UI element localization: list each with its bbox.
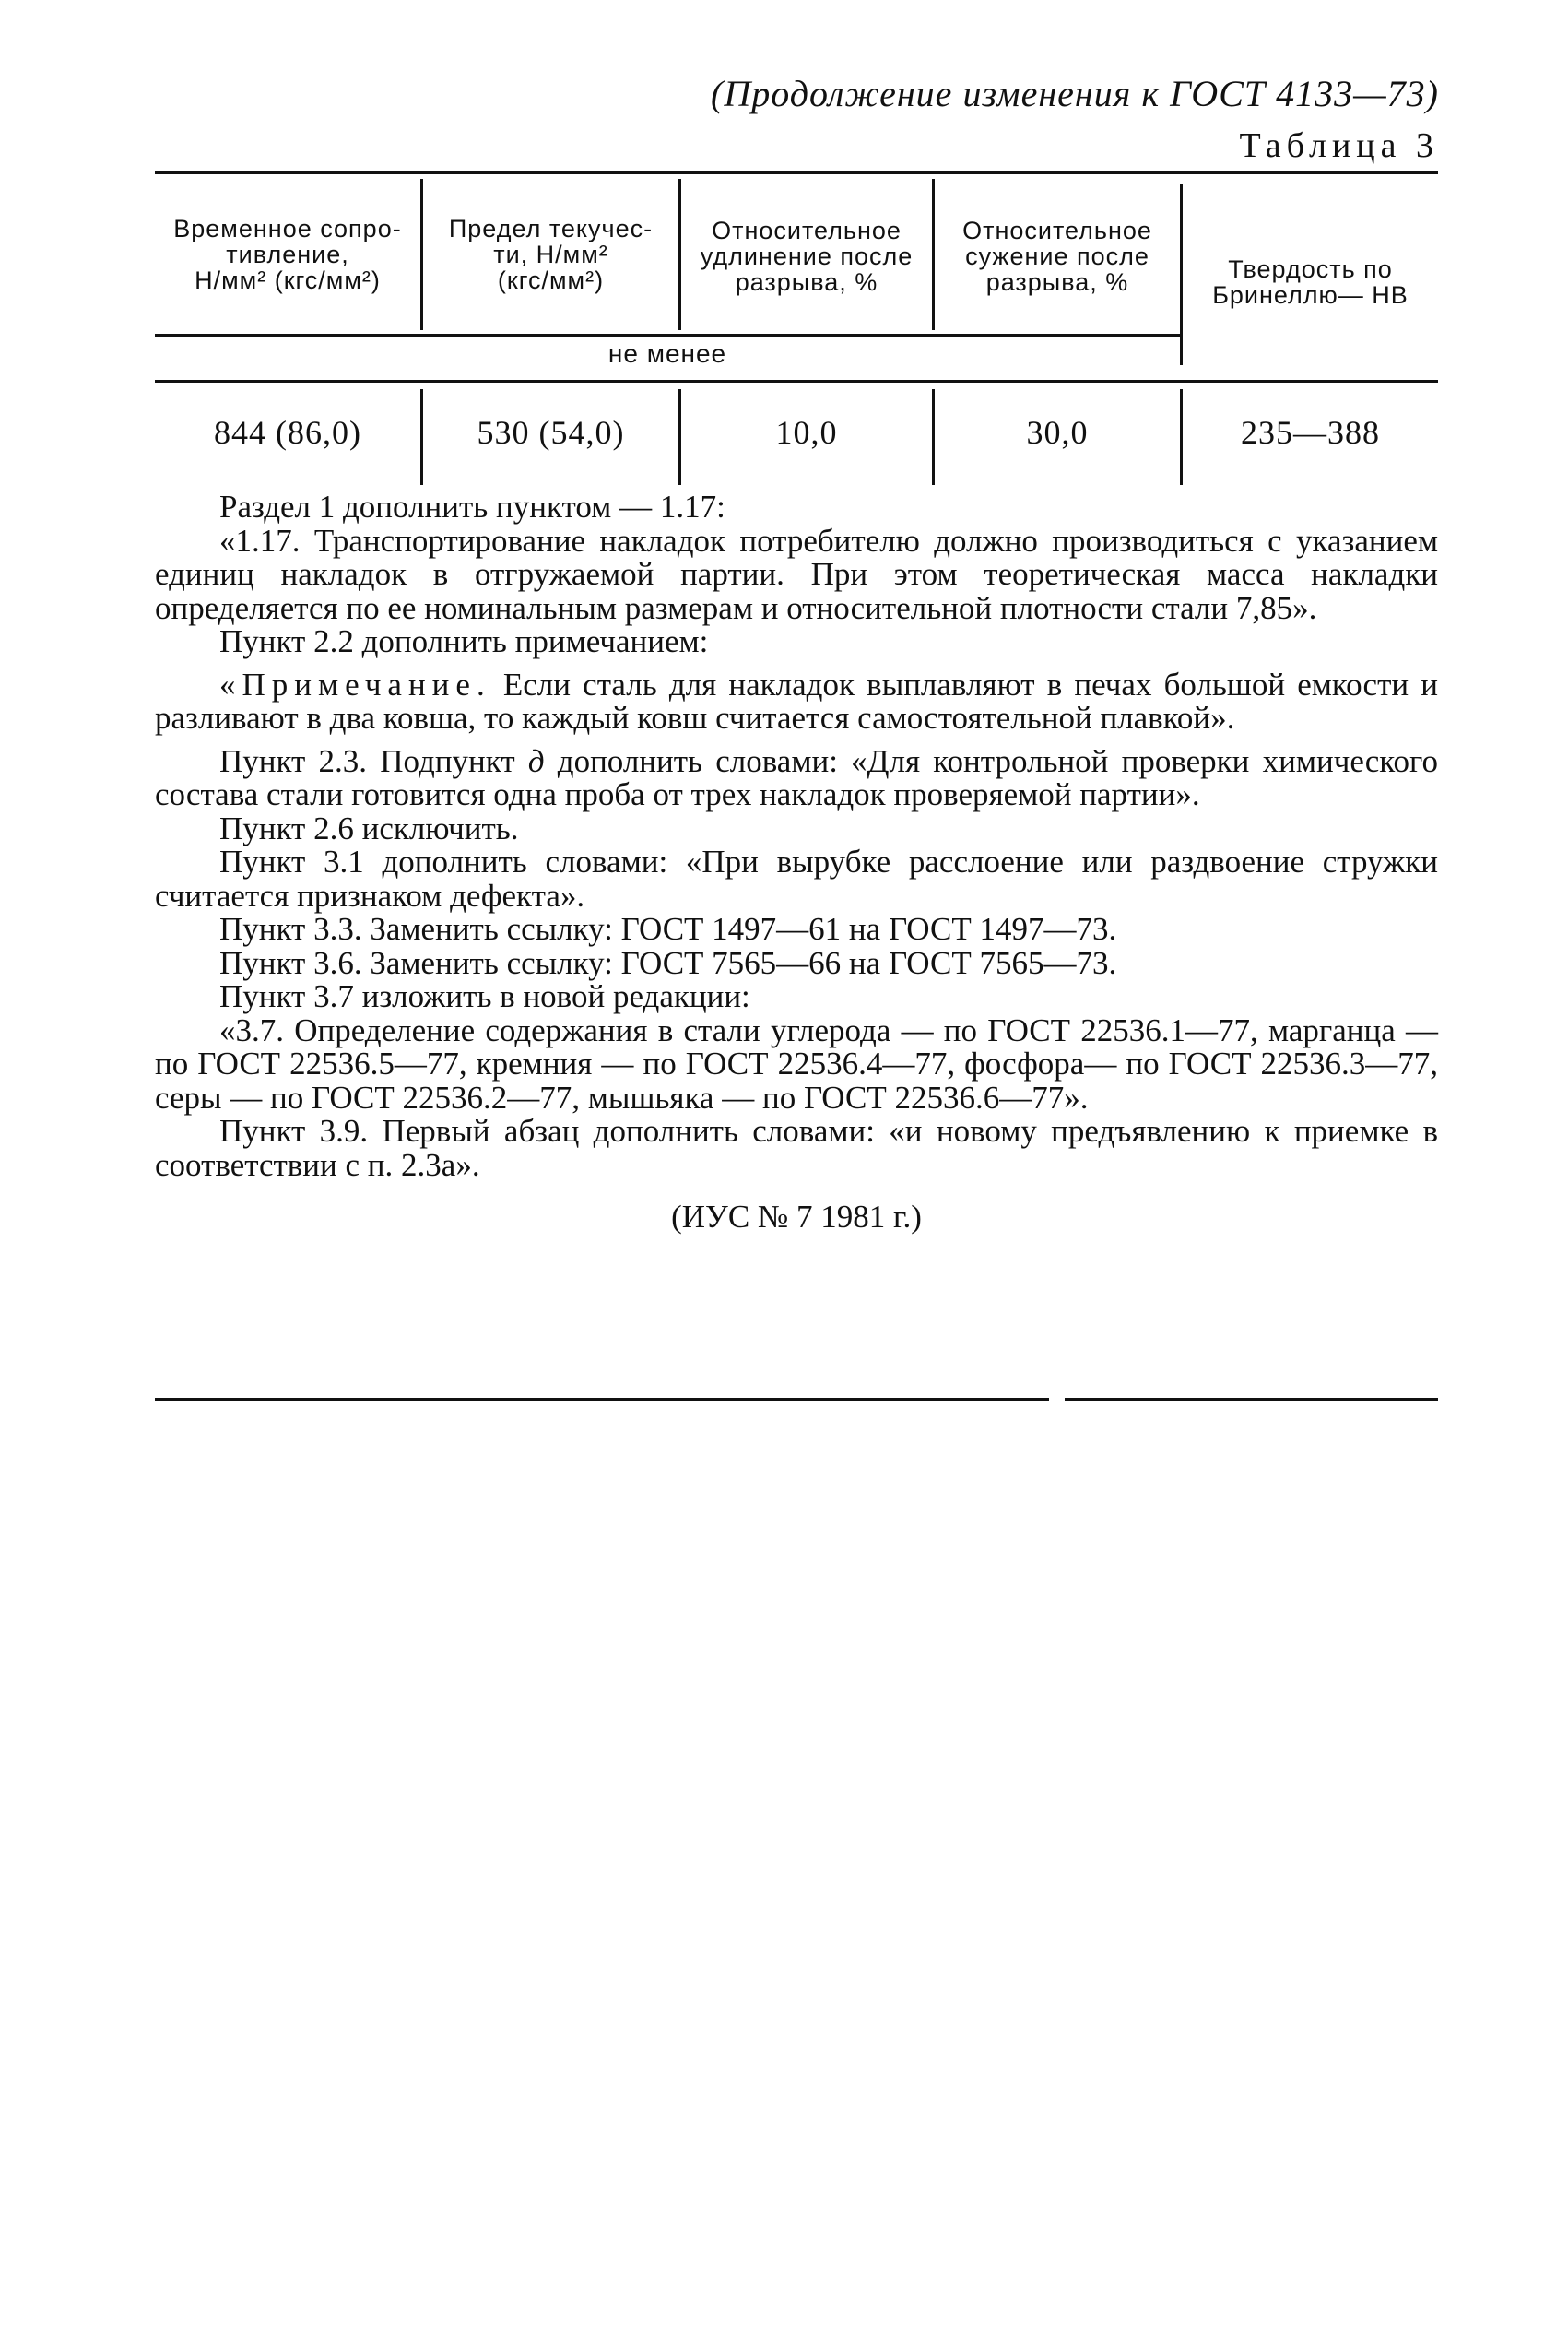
note-lead: «Примечание. xyxy=(219,666,491,703)
min-value-note: не менее xyxy=(607,339,727,368)
paragraph-clause-3-7: «3.7. Определение содержания в стали углерода — по ГОСТ 22536.1—77, марганца — по ГОСТ 22536.5—77, кремния — по ГОСТ 22536.4—77, фосфора— по ГОСТ 22536.3—77, серы — по ГОСТ 22536.2—77, мышьяка — по ГОСТ 22536.6—77». xyxy=(155,1011,1438,1116)
table-label: Таблица 3 xyxy=(1239,126,1439,165)
source-reference: (ИУС № 7 1981 г.) xyxy=(671,1199,922,1235)
header-elongation: Относительное удлинение после разрыва, % xyxy=(700,217,914,296)
paragraph-point-3-9: Пункт 3.9. Первый абзац дополнить словами: «и новому предъявлению к приемке в соответствии с п. 2.3а». xyxy=(155,1113,1438,1183)
paragraph-point-2-3: Пункт 2.3. Подпункт д дополнить словами: «Для контрольной проверки химического состава стали готовится одна проба от трех накладок проверяемой партии». xyxy=(155,742,1438,812)
paragraph-point-3-1: Пункт 3.1 дополнить словами: «При вырубке расслоение или раздвоение стружки считается признаком дефекта». xyxy=(155,844,1438,914)
paragraph-point-2-6: Пункт 2.6 исключить. xyxy=(219,810,519,846)
note-text: Если сталь для накладок выплавляют в печах большой емкости и разливают в два ковша, то каждый ковш считается самостоятельной плавкой». xyxy=(155,666,1438,736)
continuation-header: (Продолжение изменения к ГОСТ 4133—73) xyxy=(711,73,1439,114)
value-brinell-hardness: 235—388 xyxy=(1241,414,1380,451)
paragraph-section-1: Раздел 1 дополнить пунктом — 1.17: xyxy=(219,489,725,525)
subpoint-letter: д xyxy=(527,742,545,779)
paragraph-note xyxy=(155,668,1438,736)
amendment-text xyxy=(155,491,1438,1235)
paragraph-point-2-2: Пункт 2.2 дополнить примечанием: xyxy=(219,623,709,659)
footer-rule-left xyxy=(155,1398,1049,1401)
value-tensile-strength: 844 (86,0) xyxy=(214,414,361,451)
value-yield-strength: 530 (54,0) xyxy=(477,414,625,451)
table-header-bottom-rule xyxy=(155,380,1438,383)
header-reduction-of-area: Относительное сужение после разрыва, % xyxy=(962,217,1152,296)
table-top-rule xyxy=(155,171,1438,174)
value-reduction-of-area: 30,0 xyxy=(1026,414,1089,451)
paragraph-point-3-7: Пункт 3.7 изложить в новой редакции: xyxy=(219,978,750,1014)
header-yield-strength: Предел текучес- ти, Н/мм² (кгс/мм²) xyxy=(448,215,654,294)
table-min-rule xyxy=(155,334,1180,337)
header-brinell-hardness: Твердость по Бринеллю— НВ xyxy=(1212,255,1409,309)
paragraph-point-3-6: Пункт 3.6. Заменить ссылку: ГОСТ 7565—66 на ГОСТ 7565—73. xyxy=(219,944,1117,981)
footer-rule-right xyxy=(1065,1398,1438,1401)
paragraph-point-3-3: Пункт 3.3. Заменить ссылку: ГОСТ 1497—61 на ГОСТ 1497—73. xyxy=(219,911,1117,947)
paragraph-clause-1-17: «1.17. Транспортирование накладок потребителю должно производиться с указанием единиц накладок в отгружаемой партии. При этом теоретическая масса накладки определяется по ее номинальным размерам и относительной плотности стали 7,85». xyxy=(155,522,1438,626)
value-elongation: 10,0 xyxy=(775,414,838,451)
properties-table xyxy=(155,171,1438,485)
header-tensile-strength: Временное сопро- тивление, Н/мм² (кгс/мм²) xyxy=(173,215,402,294)
